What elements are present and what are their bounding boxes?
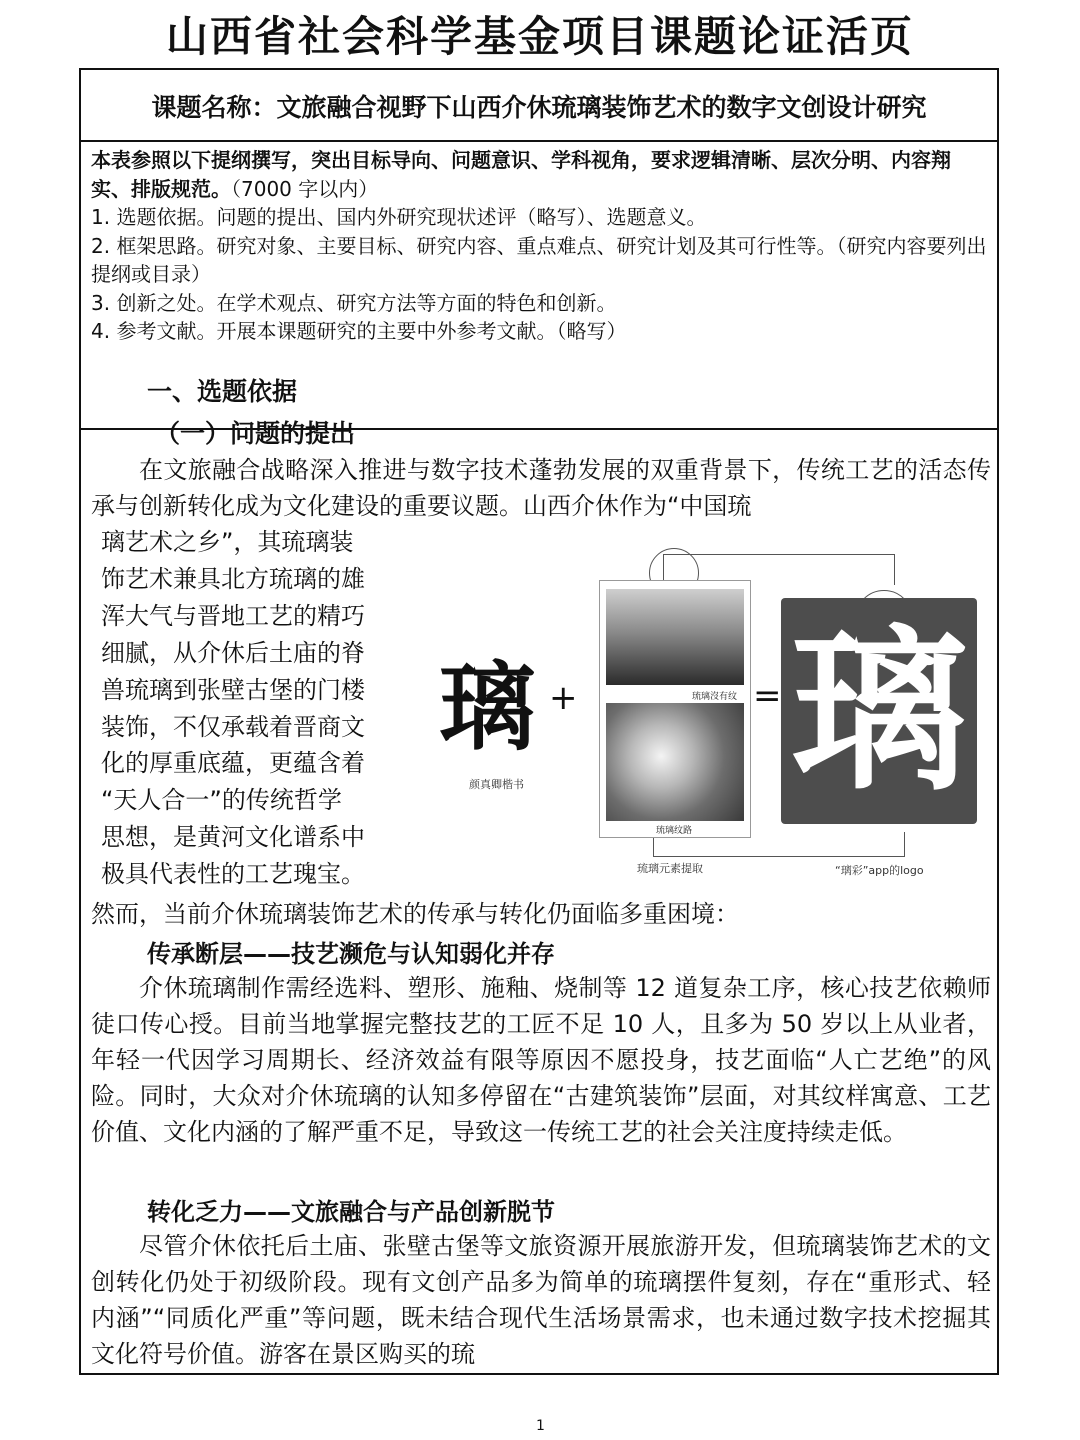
guide-lead xyxy=(91,146,987,203)
paragraph-inheritance: 介休琉璃制作需经选料、塑形、施釉、烧制等 12 道复杂工序，核心技艺依赖师徒口传心授。目前当地掌握完整技艺的工匠不足 10 人，且多为 50 岁以上从业者，年轻一代因学习周期长、经济效益有限等原因不愿投身，技艺面临“人亡艺绝”的风险。同时，大众对介休琉璃的认知多停留在“古建筑装饰”层面，对其纹样寓意、工艺价值、文化内涵的了解严重不足，导致这一传统工艺的社会关注度持续走低。 xyxy=(91,974,991,1146)
plus-sign: + xyxy=(549,678,578,718)
point-heading-inheritance: 传承断层——技艺濒危与认知弱化并存 xyxy=(147,940,555,968)
paragraph-intro: 在文旅融合战略深入推进与数字技术蓬勃发展的双重背景下，传统工艺的活态传承与创新转化成为文化建设的重要议题。山西介休作为“中国琉 xyxy=(91,456,991,520)
logo-design-figure xyxy=(431,540,991,910)
page-number: 1 xyxy=(536,1418,545,1434)
app-logo xyxy=(781,598,977,824)
point-heading-transformation: 转化乏力——文旅融合与产品创新脱节 xyxy=(147,1198,555,1226)
photo-bottom-label: 琉璃纹路 xyxy=(656,826,693,836)
narrow-line: 思想，是黄河文化谱系中 xyxy=(101,823,365,852)
guide-item-2: 2. 框架思路。研究对象、主要目标、研究内容、重点难点、研究计划及其可行性等。（研究内容要列出提纲或目录） xyxy=(91,233,987,286)
logo-caption: “璃彩”app的logo xyxy=(835,864,924,877)
calligraphy-character: 璃 xyxy=(439,651,535,764)
guide-word-limit: （7000 字以内） xyxy=(231,176,379,201)
narrow-line: 极具代表性的工艺瑰宝。 xyxy=(101,860,365,889)
section-heading: 一、选题依据 xyxy=(147,377,298,406)
guide-lead-text: 本表参照以下提纲撰写，突出目标导向、问题意识、学科视角，要求逻辑清晰、层次分明、内容翔实、排版规范。 xyxy=(91,148,951,201)
narrow-line: 化的厚重底蕴，更蕴含着 xyxy=(101,749,365,778)
calligraphy-caption: 颜真卿楷书 xyxy=(469,778,524,791)
narrow-line: 饰艺术兼具北方琉璃的雄 xyxy=(101,564,365,593)
narrow-line: 细腻，从介休后土庙的脊 xyxy=(101,638,365,667)
guide-item-1: 1. 选题依据。问题的提出、国内外研究现状述评（略写）、选题意义。 xyxy=(91,205,707,229)
photo-top-label: 琉璃沒有纹 xyxy=(692,692,738,702)
narrow-line: “天人合一”的传统哲学 xyxy=(101,786,342,815)
narrow-line: 浑大气与晋地工艺的精巧 xyxy=(101,601,365,630)
narrow-line: 兽琉璃到张壁古堡的门楼 xyxy=(101,675,365,704)
topic-title: 课题名称：文旅融合视野下山西介休琉璃装饰艺术的数字文创设计研究 xyxy=(81,70,997,142)
glaze-photo-card xyxy=(599,580,751,838)
form-frame xyxy=(79,68,999,1375)
document-title: 山西省社会科学基金项目课题论证活页 xyxy=(165,12,914,61)
paragraph-difficulties: 然而，当前介休琉璃装饰艺术的传承与转化仍面临多重困境： xyxy=(91,900,739,928)
extract-caption: 琉璃元素提取 xyxy=(637,862,703,875)
glaze-pattern-photo xyxy=(606,703,744,821)
temple-photo xyxy=(606,589,744,685)
subsection-heading: （一）问题的提出 xyxy=(155,419,356,448)
narrow-line: 璃艺术之乡”，其琉璃装 xyxy=(101,528,354,556)
guide-item-4: 4. 参考文献。开展本课题研究的主要中外参考文献。（略写） xyxy=(91,319,627,343)
paragraph-transformation: 尽管介休依托后土庙、张壁古堡等文旅资源开展旅游开发，但琉璃装饰艺术的文创转化仍处于初级阶段。现有文创产品多为简单的琉璃摆件复刻，存在“重形式、轻内涵”“同质化严重”等问题，既未结合现代生活场景需求，也未通过数字技术挖掘其文化符号价值。游客在景区购买的琉 xyxy=(91,1232,991,1368)
guide-item-3: 3. 创新之处。在学术观点、研究方法等方面的特色和创新。 xyxy=(91,290,617,315)
narrow-line: 装饰，不仅承载着晋商文 xyxy=(101,712,365,741)
logo-character: 璃 xyxy=(790,608,967,815)
equals-sign: = xyxy=(753,676,782,716)
